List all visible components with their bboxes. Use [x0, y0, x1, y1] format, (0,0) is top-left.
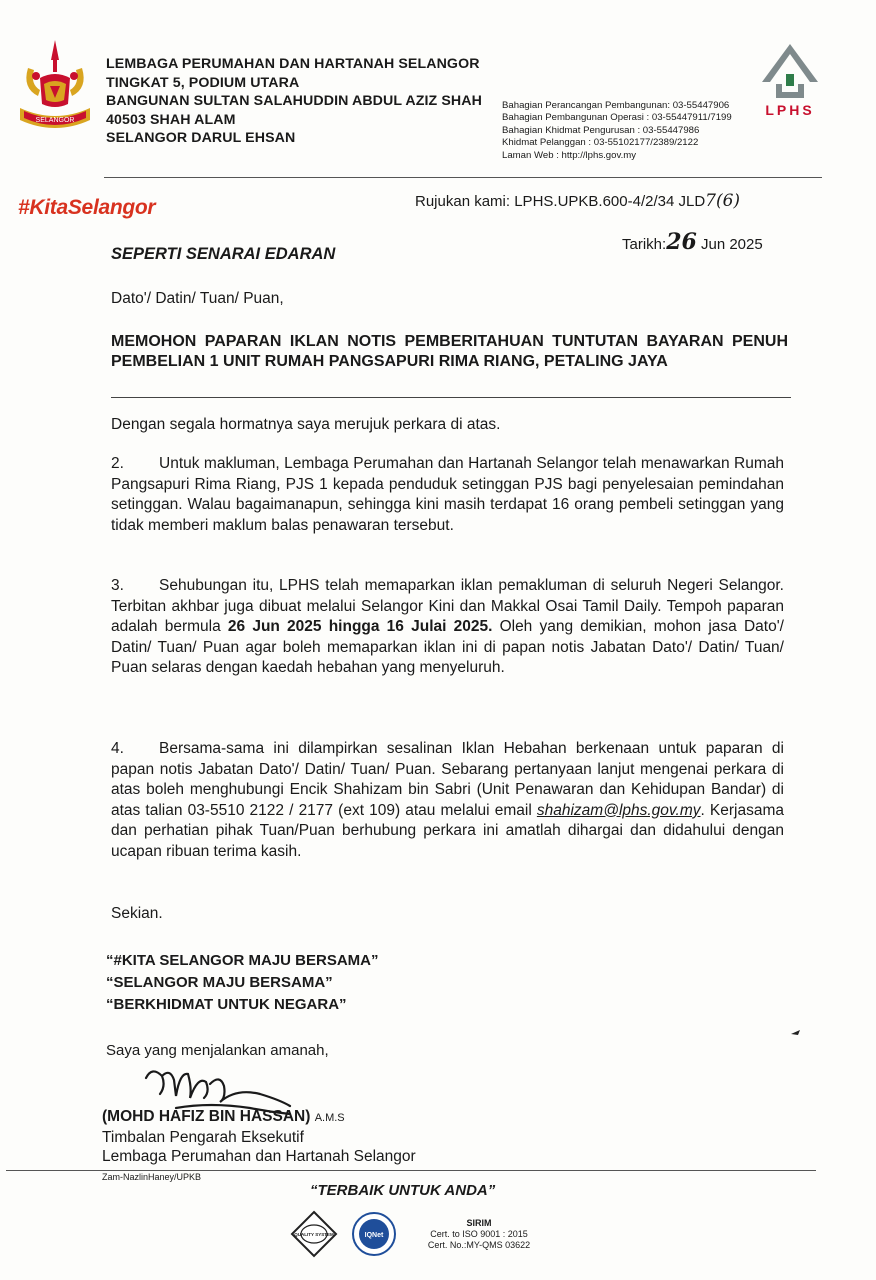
- campaign-hashtag: #KitaSelangor: [18, 196, 156, 219]
- signer-title: Timbalan Pengarah Eksekutif: [102, 1129, 304, 1146]
- org-address-line: BANGUNAN SULTAN SALAHUDDIN ABDUL AZIZ SHAH: [106, 93, 482, 110]
- crest-scroll-text: SELANGOR: [35, 117, 75, 124]
- paragraph-text: Bersama-sama ini dilampirkan sesalinan Iklan Hebahan berkenaan untuk paparan di papan notis Jabatan Dato'/ Datin/ Tuan/ Puan. Sebarang pertanyaan lanjut mengenai perkara di atas boleh menghubungi Encik Shahizam bin Sabri (Unit Penawaran dan Kehidupan Bandar) di atas talian 03-5510 2122 / 2177 (ext 109) atau melalui email: [111, 740, 784, 819]
- signer-name: (MOHD HAFIZ BIN HASSAN): [102, 1108, 311, 1125]
- org-address-line: SELANGOR DARUL EHSAN: [106, 130, 296, 147]
- paragraph-text: Untuk makluman, Lembaga Perumahan dan Hartanah Selangor telah menawarkan Rumah Pangsapuri Rima Riang, PJS 1 kepada penduduk setinggan PJS bagi penyelesaian pemindahan setinggan. Walau bagaimanapun, sehingga kini masih terdapat 16 orang pembeli setinggan yang tidak memberi maklum balas penawaran tersebut.: [111, 455, 784, 534]
- recipient: SEPERTI SENARAI EDARAN: [111, 245, 336, 263]
- org-name: LEMBAGA PERUMAHAN DAN HARTANAH SELANGOR: [106, 56, 480, 72]
- date-month-year: Jun 2025: [700, 236, 763, 253]
- contact-list: [502, 100, 732, 162]
- motto: “BERKHIDMAT UNTUK NEGARA”: [106, 996, 347, 1013]
- contact-line: Bahagian Pembangunan Operasi : 03-55447911/7199: [502, 112, 732, 124]
- closing: Sekian.: [111, 905, 163, 922]
- org-address-line: TINGKAT 5, PODIUM UTARA: [106, 74, 300, 91]
- subject-underline: [111, 397, 791, 398]
- cert-body: SIRIM: [466, 1218, 492, 1228]
- paragraph-1: Dengan segala hormatnya saya merujuk perkara di atas.: [111, 416, 501, 433]
- letter-date: [622, 229, 763, 255]
- paragraph-number: 2.: [111, 455, 124, 472]
- contact-line: Khidmat Pelanggan : 03-55102177/2389/2122: [502, 137, 699, 149]
- ink-mark: [790, 1028, 802, 1036]
- paragraph-text: Sehubungan itu, LPHS telah memaparkan iklan pemakluman di seluruh Negeri Selangor. Terbitan akhbar juga dibuat melalui Selangor Kini dan Makkal Osai Tamil Daily. Tempoh paparan adalah bermula: [111, 577, 784, 636]
- certification-info: [420, 1218, 538, 1251]
- paragraph-3: [111, 576, 784, 679]
- motto-list: [106, 950, 379, 1016]
- paragraph-number: 3.: [111, 577, 124, 594]
- cert-standard: Cert. to ISO 9001 : 2015: [430, 1229, 528, 1239]
- date-handwritten-day: 26: [666, 229, 697, 255]
- internal-ref-code: Zam-NazlinHaney/UPKB: [102, 1172, 202, 1182]
- reference-handwritten: 7(6): [705, 191, 741, 211]
- certification-logos: [290, 1210, 402, 1260]
- reference-number: [415, 191, 740, 211]
- paragraph-text: . Kerjasama dan perhatian pihak Tuan/Puan berhubung perkara ini amatlah dihargai dan didahului dengan ucapan ribuan terima kasih.: [111, 801, 785, 860]
- display-period: 26 Jun 2025 hingga 16 Julai 2025.: [227, 618, 493, 636]
- selangor-crest-logo: [14, 38, 96, 138]
- lphs-logo-text: LPHS: [765, 102, 815, 118]
- signer-honorific: A.M.S: [314, 1112, 345, 1124]
- reference-label: Rujukan kami:: [415, 193, 511, 210]
- quality-badge-text: QUALITY SYSTEM: [294, 1232, 334, 1237]
- iqnet-text: IQNet: [364, 1232, 384, 1239]
- date-label: Tarikh:: [622, 236, 667, 253]
- reference-value: LPHS.UPKB.600-4/2/34 JLD: [514, 193, 706, 210]
- salutation: Dato'/ Datin/ Tuan/ Puan,: [111, 290, 284, 307]
- motto: “#KITA SELANGOR MAJU BERSAMA”: [106, 952, 379, 969]
- contact-line: Bahagian Khidmat Pengurusan : 03-55447986: [502, 124, 700, 136]
- org-address-line: 40503 SHAH ALAM: [106, 111, 236, 128]
- organization-address: [106, 55, 482, 148]
- motto: “SELANGOR MAJU BERSAMA”: [106, 974, 333, 991]
- header-divider: [104, 177, 822, 178]
- cert-number: Cert. No.:MY-QMS 03622: [427, 1240, 531, 1250]
- lphs-logo: [752, 40, 828, 120]
- contact-line: Laman Web : http://lphs.gov.my: [502, 149, 637, 161]
- footer-divider: [6, 1170, 816, 1171]
- paragraph-number: 4.: [111, 740, 124, 757]
- trust-line: Saya yang menjalankan amanah,: [106, 1042, 329, 1059]
- paragraph-2: [111, 454, 784, 536]
- paragraph-text: Oleh yang demikian, mohon jasa Dato'/ Datin/ Tuan/ Puan agar boleh memaparkan iklan ini di papan notis Jabatan Dato'/ Datin/ Tuan/ Puan selaras dengan kaedah hebahan yang menyeluruh.: [111, 618, 784, 677]
- contact-line: Bahagian Perancangan Pembangunan: 03-55447906: [502, 100, 730, 111]
- signer-organization: Lembaga Perumahan dan Hartanah Selangor: [102, 1148, 416, 1165]
- paragraph-4: [111, 739, 784, 863]
- contact-email-link[interactable]: shahizam@lphs.gov.my: [536, 801, 701, 819]
- signer-block: [102, 1107, 416, 1166]
- letter-subject: MEMOHON PAPARAN IKLAN NOTIS PEMBERITAHUAN TUNTUTAN BAYARAN PENUH PEMBELIAN 1 UNIT RUMAH PANGSAPURI RIMA RIANG, PETALING JAYA: [111, 333, 788, 370]
- footer-slogan: “TERBAIK UNTUK ANDA”: [310, 1182, 496, 1199]
